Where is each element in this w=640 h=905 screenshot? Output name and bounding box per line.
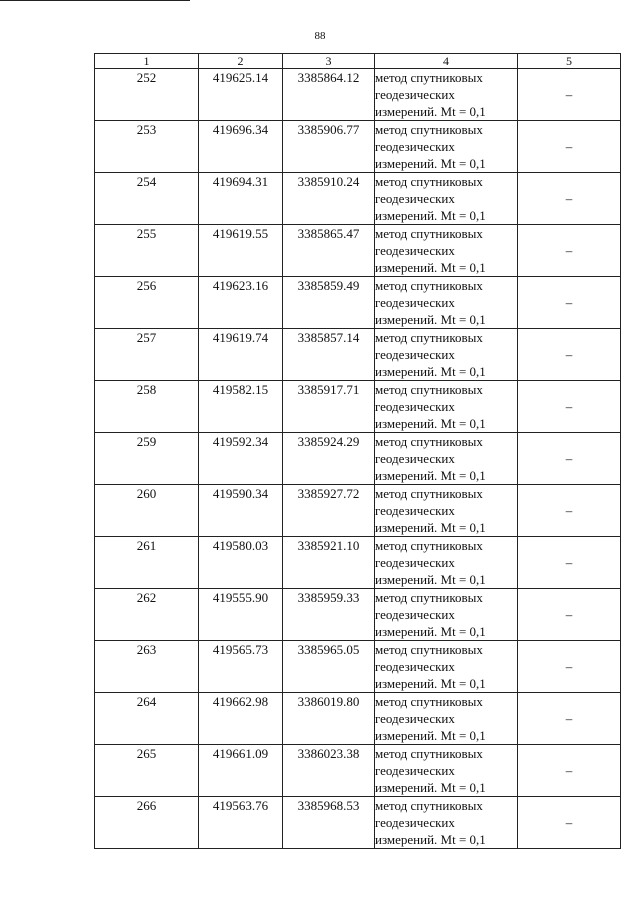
coord-y: 3385968.53 xyxy=(283,797,375,849)
method-line: геодезических xyxy=(375,659,455,674)
table-row xyxy=(95,277,621,329)
page-number: 88 xyxy=(314,30,326,42)
note-cell: – xyxy=(518,537,621,589)
point-number: 261 xyxy=(95,537,199,589)
method-line: геодезических xyxy=(375,711,455,726)
coord-x: 419563.76 xyxy=(199,797,283,849)
table-row xyxy=(95,381,621,433)
coord-x: 419580.03 xyxy=(199,537,283,589)
method-cell xyxy=(375,329,518,381)
method-line: геодезических xyxy=(375,399,455,414)
coord-y: 3386019.80 xyxy=(283,693,375,745)
header-cell: 1 xyxy=(95,54,199,69)
table-row xyxy=(95,225,621,277)
method-cell xyxy=(375,381,518,433)
method-line: метод спутниковых xyxy=(375,746,483,761)
method-line: измерений. Mt = 0,1 xyxy=(375,728,486,743)
point-number: 262 xyxy=(95,589,199,641)
table-row xyxy=(95,433,621,485)
coord-x: 419694.31 xyxy=(199,173,283,225)
coord-x: 419592.34 xyxy=(199,433,283,485)
point-number: 253 xyxy=(95,121,199,173)
coord-x: 419582.15 xyxy=(199,381,283,433)
coord-x: 419590.34 xyxy=(199,485,283,537)
header-cell: 2 xyxy=(199,54,283,69)
table-row xyxy=(95,121,621,173)
coord-y: 3385959.33 xyxy=(283,589,375,641)
header-row xyxy=(95,54,621,69)
note-cell: – xyxy=(518,589,621,641)
table-row xyxy=(95,745,621,797)
method-cell xyxy=(375,173,518,225)
coord-y: 3386023.38 xyxy=(283,745,375,797)
coord-y: 3385859.49 xyxy=(283,277,375,329)
coord-y: 3385924.29 xyxy=(283,433,375,485)
method-line: метод спутниковых xyxy=(375,122,483,137)
table-row xyxy=(95,173,621,225)
method-line: метод спутниковых xyxy=(375,694,483,709)
method-cell xyxy=(375,589,518,641)
method-line: геодезических xyxy=(375,503,455,518)
method-line: измерений. Mt = 0,1 xyxy=(375,260,486,275)
method-cell xyxy=(375,537,518,589)
method-line: измерений. Mt = 0,1 xyxy=(375,624,486,639)
table-row xyxy=(95,329,621,381)
coord-x: 419661.09 xyxy=(199,745,283,797)
method-line: измерений. Mt = 0,1 xyxy=(375,364,486,379)
method-line: измерений. Mt = 0,1 xyxy=(375,468,486,483)
method-line: измерений. Mt = 0,1 xyxy=(375,832,486,847)
coordinates-table xyxy=(94,53,621,849)
note-cell: – xyxy=(518,121,621,173)
header-cell: 5 xyxy=(518,54,621,69)
coord-y: 3385917.71 xyxy=(283,381,375,433)
table-row xyxy=(95,693,621,745)
coord-x: 419696.34 xyxy=(199,121,283,173)
point-number: 264 xyxy=(95,693,199,745)
method-line: метод спутниковых xyxy=(375,70,483,85)
method-cell xyxy=(375,797,518,849)
table-row xyxy=(95,797,621,849)
table-row xyxy=(95,641,621,693)
method-cell xyxy=(375,433,518,485)
note-cell: – xyxy=(518,433,621,485)
method-cell xyxy=(375,69,518,121)
note-cell: – xyxy=(518,693,621,745)
note-cell: – xyxy=(518,485,621,537)
note-cell: – xyxy=(518,329,621,381)
method-line: измерений. Mt = 0,1 xyxy=(375,416,486,431)
coord-x: 419662.98 xyxy=(199,693,283,745)
method-line: геодезических xyxy=(375,139,455,154)
method-line: метод спутниковых xyxy=(375,226,483,241)
method-line: геодезических xyxy=(375,815,455,830)
point-number: 260 xyxy=(95,485,199,537)
method-line: геодезических xyxy=(375,191,455,206)
method-cell xyxy=(375,641,518,693)
note-cell: – xyxy=(518,745,621,797)
method-line: измерений. Mt = 0,1 xyxy=(375,520,486,535)
point-number: 266 xyxy=(95,797,199,849)
point-number: 254 xyxy=(95,173,199,225)
method-line: измерений. Mt = 0,1 xyxy=(375,780,486,795)
coord-y: 3385927.72 xyxy=(283,485,375,537)
method-cell xyxy=(375,277,518,329)
method-line: геодезических xyxy=(375,607,455,622)
method-cell xyxy=(375,121,518,173)
coord-x: 419623.16 xyxy=(199,277,283,329)
method-cell xyxy=(375,225,518,277)
method-line: измерений. Mt = 0,1 xyxy=(375,572,486,587)
header-cell: 4 xyxy=(375,54,518,69)
method-line: метод спутниковых xyxy=(375,538,483,553)
note-cell: – xyxy=(518,797,621,849)
coord-y: 3385865.47 xyxy=(283,225,375,277)
method-line: геодезических xyxy=(375,555,455,570)
note-cell: – xyxy=(518,381,621,433)
note-cell: – xyxy=(518,641,621,693)
coord-y: 3385965.05 xyxy=(283,641,375,693)
method-line: геодезических xyxy=(375,87,455,102)
method-line: метод спутниковых xyxy=(375,382,483,397)
method-line: измерений. Mt = 0,1 xyxy=(375,208,486,223)
coord-x: 419619.74 xyxy=(199,329,283,381)
table-row xyxy=(95,589,621,641)
header-cell: 3 xyxy=(283,54,375,69)
point-number: 257 xyxy=(95,329,199,381)
note-cell: – xyxy=(518,225,621,277)
method-line: измерений. Mt = 0,1 xyxy=(375,312,486,327)
coord-y: 3385906.77 xyxy=(283,121,375,173)
coord-y: 3385864.12 xyxy=(283,69,375,121)
point-number: 263 xyxy=(95,641,199,693)
method-line: метод спутниковых xyxy=(375,486,483,501)
table-row xyxy=(95,485,621,537)
method-line: геодезических xyxy=(375,243,455,258)
method-line: геодезических xyxy=(375,347,455,362)
method-line: метод спутниковых xyxy=(375,798,483,813)
method-line: геодезических xyxy=(375,295,455,310)
point-number: 252 xyxy=(95,69,199,121)
method-line: измерений. Mt = 0,1 xyxy=(375,104,486,119)
point-number: 259 xyxy=(95,433,199,485)
method-line: метод спутниковых xyxy=(375,434,483,449)
point-number: 255 xyxy=(95,225,199,277)
method-line: геодезических xyxy=(375,763,455,778)
method-cell xyxy=(375,485,518,537)
method-cell xyxy=(375,745,518,797)
coord-y: 3385921.10 xyxy=(283,537,375,589)
note-cell: – xyxy=(518,173,621,225)
point-number: 256 xyxy=(95,277,199,329)
table-row xyxy=(95,537,621,589)
coord-y: 3385910.24 xyxy=(283,173,375,225)
point-number: 258 xyxy=(95,381,199,433)
top-rule xyxy=(0,0,190,1)
note-cell: – xyxy=(518,277,621,329)
method-line: метод спутниковых xyxy=(375,642,483,657)
method-line: измерений. Mt = 0,1 xyxy=(375,676,486,691)
method-line: метод спутниковых xyxy=(375,590,483,605)
method-line: метод спутниковых xyxy=(375,174,483,189)
coord-x: 419625.14 xyxy=(199,69,283,121)
note-cell: – xyxy=(518,69,621,121)
point-number: 265 xyxy=(95,745,199,797)
method-line: метод спутниковых xyxy=(375,330,483,345)
method-line: метод спутниковых xyxy=(375,278,483,293)
coord-y: 3385857.14 xyxy=(283,329,375,381)
coord-x: 419619.55 xyxy=(199,225,283,277)
method-cell xyxy=(375,693,518,745)
coord-x: 419555.90 xyxy=(199,589,283,641)
table-row xyxy=(95,69,621,121)
method-line: геодезических xyxy=(375,451,455,466)
coord-x: 419565.73 xyxy=(199,641,283,693)
method-line: измерений. Mt = 0,1 xyxy=(375,156,486,171)
